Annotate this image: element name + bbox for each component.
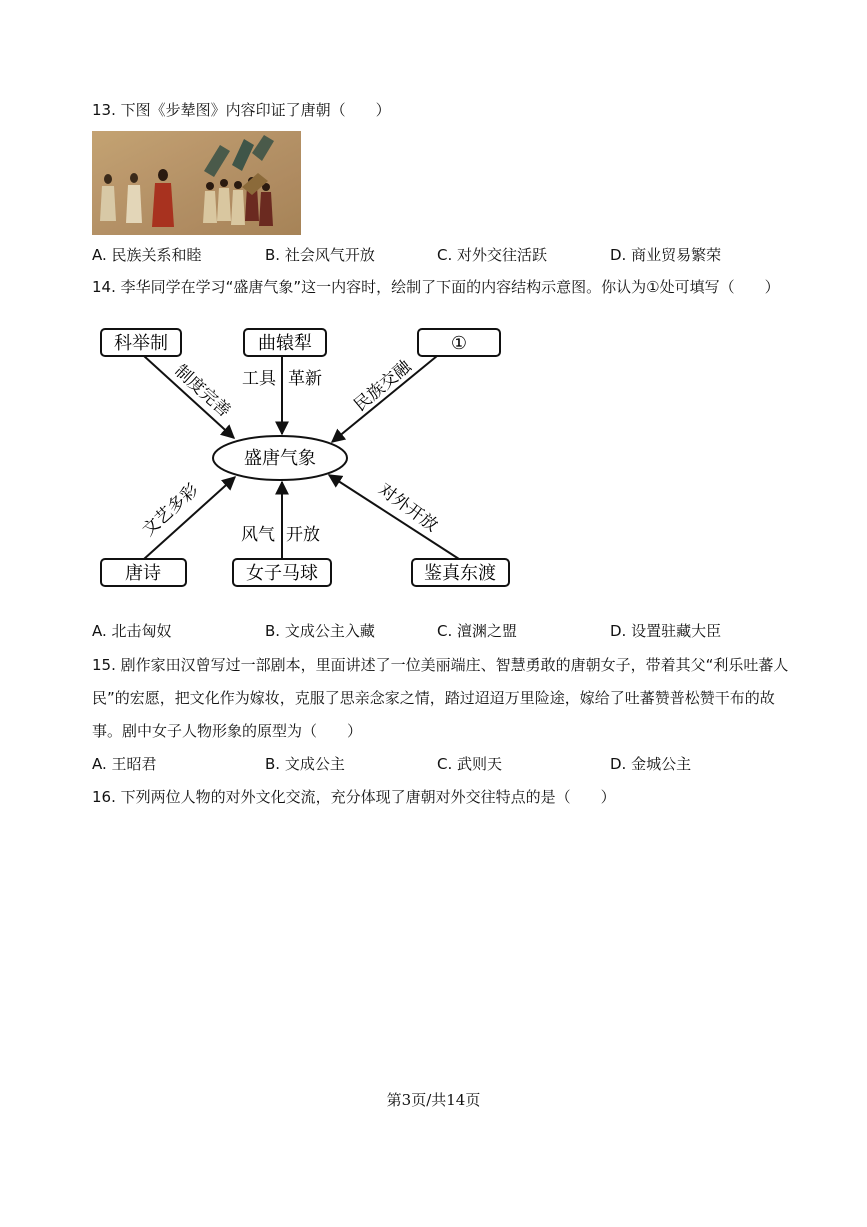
question-15-line-2: 民”的宏愿，把文化作为嫁妆，克服了思亲念家之情，踏过迢迢万里险途，嫁给了吐蕃赞普松赞干布的故	[92, 689, 775, 707]
node-bottom-mid	[233, 559, 331, 586]
q15-option-c: C. 武则天	[437, 755, 503, 773]
edge-label-bottom-mid-left: 风气	[241, 525, 275, 544]
q13-option-a: A. 民族关系和睦	[92, 246, 202, 264]
q15-option-d: D. 金城公主	[610, 755, 692, 773]
edge-label-bottom-left: 文艺多彩	[138, 480, 202, 540]
svg-text:女子马球: 女子马球	[246, 563, 318, 583]
svg-text:①: ①	[450, 333, 468, 353]
q13-option-c: C. 对外交往活跃	[437, 246, 548, 264]
q13-option-d: D. 商业贸易繁荣	[610, 246, 722, 264]
edge-label-top-mid-left: 工具	[242, 369, 276, 388]
question-16-stem: 16. 下列两位人物的对外文化交流，充分体现了唐朝对外交往特点的是（ ）	[92, 788, 616, 806]
node-center	[213, 436, 347, 480]
q15-option-b: B. 文成公主	[265, 755, 345, 773]
svg-text:科举制: 科举制	[114, 333, 168, 353]
q14-option-d: D. 设置驻藏大臣	[610, 622, 722, 640]
arrow-top-right	[332, 356, 437, 442]
node-top-right-blank	[418, 329, 500, 356]
svg-text:盛唐气象: 盛唐气象	[244, 448, 316, 468]
svg-text:曲辕犁: 曲辕犁	[258, 333, 312, 353]
q13-option-b: B. 社会风气开放	[265, 246, 375, 264]
q15-option-a: A. 王昭君	[92, 755, 157, 773]
edge-label-bottom-right: 对外开放	[375, 479, 442, 536]
svg-text:唐诗: 唐诗	[125, 563, 161, 583]
q14-option-b: B. 文成公主入藏	[265, 622, 375, 640]
question-15-line-3: 事。剧中女子人物形象的原型为（ ）	[92, 722, 363, 740]
question-14-stem: 14. 李华同学在学习“盛唐气象”这一内容时，绘制了下面的内容结构示意图。你认为①处可填写（ ）	[92, 278, 780, 296]
edge-label-top-mid-right: 革新	[288, 369, 322, 388]
q14-option-c: C. 澶渊之盟	[437, 622, 518, 640]
node-top-mid	[244, 329, 326, 356]
bunian-painting-image	[92, 131, 301, 235]
question-13-stem: 13. 下图《步辇图》内容印证了唐朝（ ）	[92, 101, 391, 119]
question-15-line-1: 15. 剧作家田汉曾写过一部剧本，里面讲述了一位美丽端庄、智慧勇敢的唐朝女子，带着其父“利乐吐蕃人	[92, 656, 789, 674]
node-bottom-right	[412, 559, 509, 586]
page-number-footer: 第3页/共14页	[386, 1091, 481, 1109]
svg-text:鉴真东渡: 鉴真东渡	[424, 563, 496, 583]
edge-label-bottom-mid-right: 开放	[286, 525, 320, 544]
q14-option-a: A. 北击匈奴	[92, 622, 172, 640]
edge-label-top-right: 民族交融	[350, 356, 415, 415]
shengtang-structure-diagram	[92, 318, 522, 602]
node-bottom-left	[101, 559, 186, 586]
node-top-left	[101, 329, 181, 356]
edge-label-top-left: 制度完善	[171, 361, 235, 421]
